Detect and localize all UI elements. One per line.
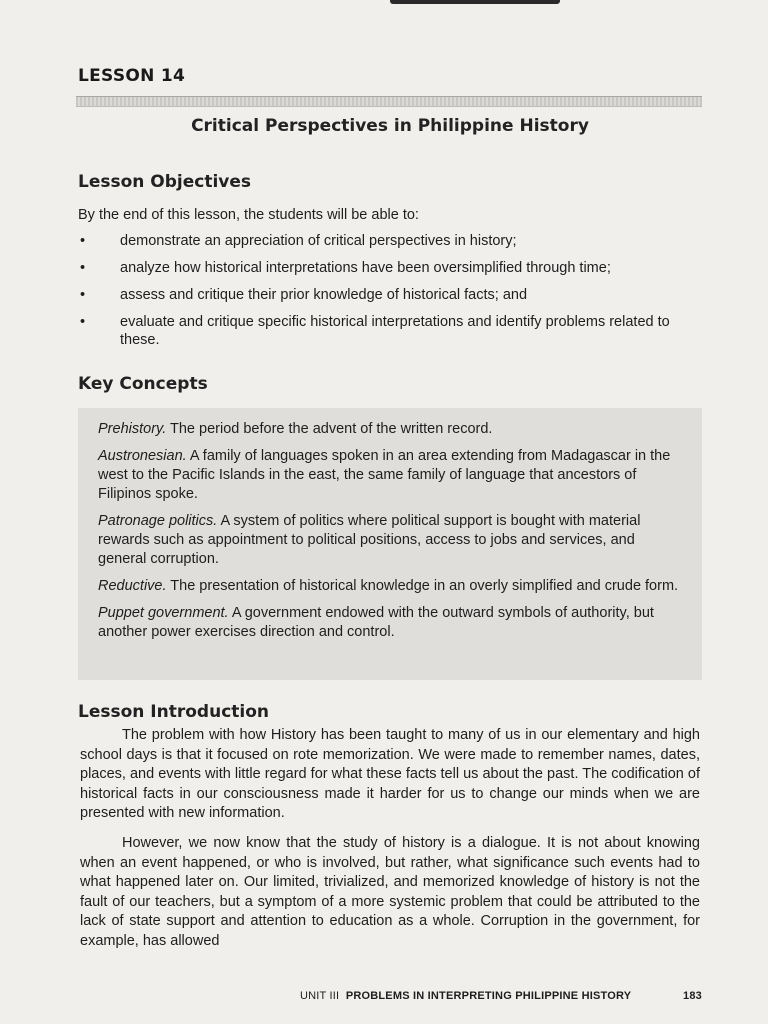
concept-definition: A government endowed with the outward symbols of authority, but another power exercises direction and control. xyxy=(98,605,654,640)
list-item: • analyze how historical interpretations have been oversimplified through time; xyxy=(80,260,611,276)
bullet-icon: • xyxy=(80,314,86,330)
objectives-list xyxy=(78,232,702,358)
footer-unit: UNIT III xyxy=(300,990,340,1002)
key-concepts-list xyxy=(98,420,682,650)
concept-item xyxy=(98,420,682,439)
list-item: • evaluate and critique specific historical interpretations and identify problems related to these. xyxy=(80,314,670,348)
list-item: • assess and critique their prior knowledge of historical facts; and xyxy=(80,287,528,303)
key-concepts-heading: Key Concepts xyxy=(78,374,208,394)
list-item: • demonstrate an appreciation of critical perspectives in history; xyxy=(80,233,517,249)
concept-definition: The period before the advent of the written record. xyxy=(170,421,493,437)
concept-definition: The presentation of historical knowledge in an overly simplified and crude form. xyxy=(170,578,679,594)
concept-term: Puppet government. xyxy=(98,605,229,621)
lesson-number: LESSON 14 xyxy=(78,66,186,86)
page-footer xyxy=(300,990,702,1002)
bullet-icon: • xyxy=(80,233,86,249)
intro-paragraph: However, we now know that the study of history is a dialogue. It is not about knowing when an event happened, or who is involved, but rather, what significance such events had to what happened later on. Our limited, trivialized, and memorized knowledge of history is not the fault of our teachers, but a symptom of a more systemic problem that could be attributed to the lack of state support and attention to education as a whole. Corruption in the government, for example, has allowed xyxy=(80,835,700,949)
concept-term: Reductive. xyxy=(98,578,167,594)
page-edge-shadow xyxy=(390,0,560,4)
bullet-icon: • xyxy=(80,287,86,303)
concept-term: Austronesian. xyxy=(98,448,187,464)
intro-paragraph: The problem with how History has been taught to many of us in our elementary and high school days is that it focused on rote memorization. We were made to remember names, dates, places, and events with little regard for what these facts tell us about the past. The codification of historical facts in our consciousness made it harder for us to change our minds when we are presented with new information. xyxy=(80,727,700,821)
introduction-heading: Lesson Introduction xyxy=(78,702,270,722)
concept-item xyxy=(98,512,682,569)
concept-term: Prehistory. xyxy=(98,421,167,437)
concept-item xyxy=(98,577,682,596)
lesson-title: Critical Perspectives in Philippine History xyxy=(191,116,589,136)
concept-definition: A system of politics where political support is bought with material rewards such as appointment to political positions, access to jobs and services, and general corruption. xyxy=(98,513,641,567)
concept-term: Patronage politics. xyxy=(98,513,218,529)
page-number: 183 xyxy=(683,990,702,1002)
footer-section: PROBLEMS IN INTERPRETING PHILIPPINE HISTORY xyxy=(345,990,632,1002)
footer-running-head xyxy=(300,990,631,1002)
objectives-heading: Lesson Objectives xyxy=(78,172,252,192)
header-rule xyxy=(76,96,702,107)
objectives-intro: By the end of this lesson, the students will be able to: xyxy=(78,207,419,223)
concept-item xyxy=(98,604,682,642)
concept-item xyxy=(98,447,682,504)
bullet-icon: • xyxy=(80,260,86,276)
concept-definition: A family of languages spoken in an area extending from Madagascar in the west to the Pacific Islands in the east, the same family of language that ancestors of Filipinos spoke. xyxy=(98,448,671,502)
